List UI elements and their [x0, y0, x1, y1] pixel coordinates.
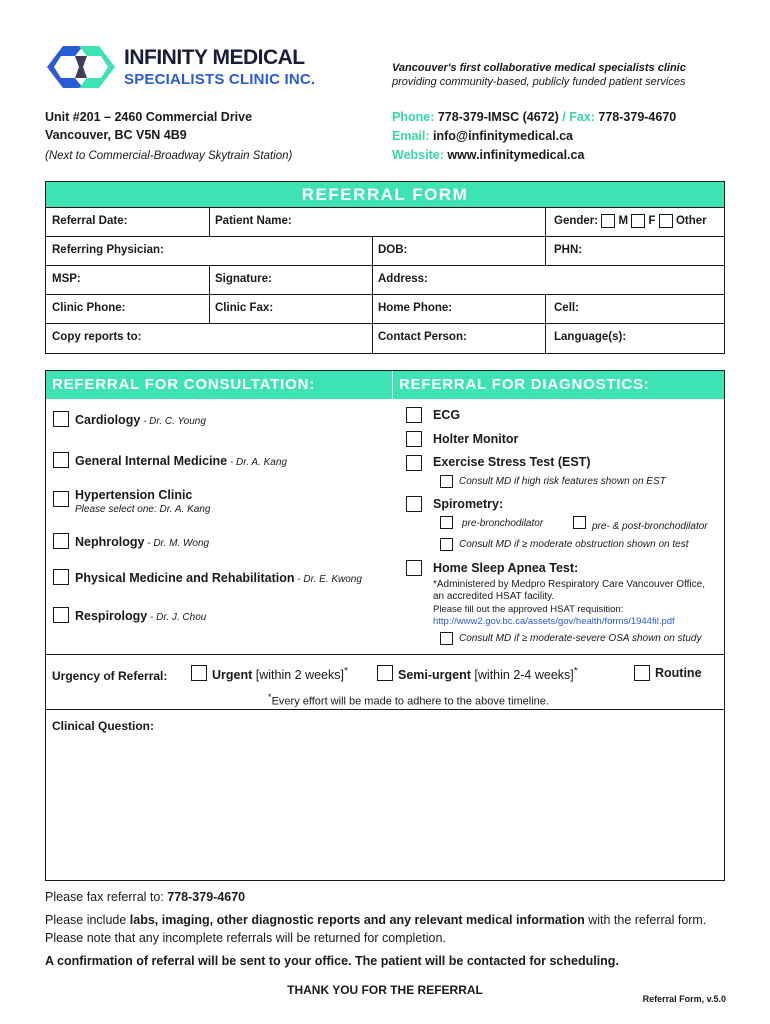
logo-name-line1: INFINITY MEDICAL — [124, 46, 305, 69]
copy-reports-field[interactable]: Copy reports to: — [52, 331, 142, 343]
msp-field[interactable]: MSP: — [52, 273, 81, 285]
respirology-checkbox[interactable] — [53, 607, 69, 623]
email-line — [392, 129, 573, 143]
respirology-option: Respirology - Dr. J. Chou — [75, 609, 207, 623]
gender-f-checkbox[interactable] — [631, 214, 645, 228]
pre-bronchodilator-label: pre-bronchodilator — [462, 518, 544, 529]
urgent-checkbox[interactable] — [191, 665, 207, 681]
consultation-heading: REFERRAL FOR CONSULTATION: — [46, 371, 392, 399]
tagline-line2: providing community-based, publicly funded patient services — [392, 76, 686, 88]
phn-field[interactable]: PHN: — [554, 244, 583, 256]
address-field[interactable]: Address: — [378, 273, 428, 285]
spirometry-option: Spirometry: — [433, 497, 504, 511]
contact-person-field[interactable]: Contact Person: — [378, 331, 467, 343]
urgency-label: Urgency of Referral: — [52, 669, 168, 683]
gender-label: Gender: — [554, 215, 599, 228]
website-label: Website: — [392, 148, 444, 162]
urgency-footnote: *Every effort will be made to adhere to the above timeline. — [268, 692, 549, 708]
hypertension-checkbox[interactable] — [53, 491, 69, 507]
gender-other-checkbox[interactable] — [659, 214, 673, 228]
sleep-note-1: *Administered by Medpro Respiratory Care Vancouver Office, — [433, 579, 705, 590]
sleep-note-2: an accredited HSAT facility. — [433, 591, 555, 602]
fax-label: Fax: — [569, 110, 595, 124]
clinic-phone-field[interactable]: Clinic Phone: — [52, 302, 126, 314]
ecg-checkbox[interactable] — [406, 407, 422, 423]
sleep-apnea-checkbox[interactable] — [406, 560, 422, 576]
referral-options-section — [45, 370, 725, 655]
clinic-logo — [45, 44, 117, 90]
phone-label: Phone: — [392, 110, 435, 124]
fax-value: 778-379-4670 — [598, 110, 677, 124]
phone-line — [392, 110, 676, 124]
phone-fax-separator: / — [562, 110, 566, 124]
dob-field[interactable]: DOB: — [378, 244, 408, 256]
cell-field[interactable]: Cell: — [554, 302, 579, 314]
patient-info-grid — [45, 207, 725, 354]
internal-medicine-checkbox[interactable] — [53, 452, 69, 468]
spiro-consult-checkbox[interactable] — [440, 538, 453, 551]
languages-field[interactable]: Language(s): — [554, 331, 627, 343]
nephrology-checkbox[interactable] — [53, 533, 69, 549]
spirometry-checkbox[interactable] — [406, 496, 422, 512]
hypertension-option: Hypertension Clinic — [75, 488, 193, 502]
semi-urgent-checkbox[interactable] — [377, 665, 393, 681]
sleep-note-3: Please fill out the approved HSAT requisition: — [433, 604, 624, 615]
pre-bronchodilator-checkbox[interactable] — [440, 516, 453, 529]
email-link[interactable]: info@infinitymedical.ca — [433, 129, 573, 143]
tagline-line1: Vancouver's first collaborative medical specialists clinic — [392, 62, 686, 74]
pmr-checkbox[interactable] — [53, 569, 69, 585]
pmr-option: Physical Medicine and Rehabilitation - Dr. E. Kwong — [75, 571, 362, 585]
clinical-question-box[interactable] — [45, 710, 725, 881]
form-version: Referral Form, v.5.0 — [642, 994, 726, 1004]
diagnostics-heading: REFERRAL FOR DIAGNOSTICS: — [392, 371, 724, 399]
sleep-consult-note: Consult MD if ≥ moderate-severe OSA shown on study — [459, 633, 702, 644]
est-checkbox[interactable] — [406, 455, 422, 471]
spiro-consult-note: Consult MD if ≥ moderate obstruction shown on test — [459, 539, 689, 550]
urgency-section — [45, 655, 725, 710]
hsat-requisition-link[interactable]: http://www2.gov.bc.ca/assets/gov/health/forms/1944fil.pdf — [433, 616, 675, 627]
est-option: Exercise Stress Test (EST) — [433, 455, 591, 469]
sleep-apnea-option: Home Sleep Apnea Test: — [433, 561, 579, 575]
ecg-option: ECG — [433, 408, 461, 422]
est-consult-note: Consult MD if high risk features shown on EST — [459, 476, 666, 487]
nephrology-option: Nephrology - Dr. M. Wong — [75, 535, 210, 549]
gender-group — [554, 214, 707, 228]
gender-other-label: Other — [675, 215, 707, 228]
referring-physician-field[interactable]: Referring Physician: — [52, 244, 164, 256]
internal-medicine-option: General Internal Medicine - Dr. A. Kang — [75, 454, 287, 468]
phone-value: 778-379-IMSC (4672) — [437, 110, 559, 124]
thank-you-text: THANK YOU FOR THE REFERRAL — [287, 983, 483, 997]
include-instruction: Please include labs, imaging, other diagnostic reports and any relevant medical information with the referral form. — [45, 913, 707, 927]
cardiology-option: Cardiology - Dr. C. Young — [75, 413, 206, 427]
gender-f-label: F — [648, 215, 656, 228]
home-phone-field[interactable]: Home Phone: — [378, 302, 453, 314]
est-consult-checkbox[interactable] — [440, 475, 453, 488]
gender-m-label: M — [618, 215, 629, 228]
routine-option: Routine — [655, 666, 702, 680]
clinical-question-label: Clinical Question: — [52, 719, 155, 733]
website-line — [392, 148, 584, 162]
website-link[interactable]: www.infinitymedical.ca — [447, 148, 585, 162]
signature-field[interactable]: Signature: — [215, 273, 272, 285]
clinic-fax-field[interactable]: Clinic Fax: — [215, 302, 274, 314]
form-title: REFERRAL FORM — [45, 181, 725, 207]
patient-name-field[interactable]: Patient Name: — [215, 215, 292, 227]
pre-post-bronchodilator-checkbox[interactable] — [573, 516, 586, 529]
logo-name-line2: SPECIALISTS CLINIC INC. — [124, 71, 316, 88]
referral-date-field[interactable]: Referral Date: — [52, 215, 128, 227]
cardiology-checkbox[interactable] — [53, 411, 69, 427]
sleep-consult-checkbox[interactable] — [440, 632, 453, 645]
gender-m-checkbox[interactable] — [601, 214, 615, 228]
urgent-option: Urgent [within 2 weeks]* — [212, 666, 349, 683]
holter-checkbox[interactable] — [406, 431, 422, 447]
email-label: Email: — [392, 129, 430, 143]
address-line1: Unit #201 – 2460 Commercial Drive — [45, 110, 253, 124]
holter-option: Holter Monitor — [433, 432, 519, 446]
address-line2: Vancouver, BC V5N 4B9 — [45, 128, 187, 142]
hypertension-note: Please select one: Dr. A. Kang — [75, 504, 211, 515]
incomplete-note: Please note that any incomplete referrals will be returned for completion. — [45, 931, 446, 945]
fax-instruction: Please fax referral to: 778-379-4670 — [45, 890, 246, 904]
semi-urgent-option: Semi-urgent [within 2-4 weeks]* — [398, 666, 578, 683]
pre-post-bronchodilator-label: pre- & post-bronchodilator — [592, 521, 708, 532]
confirmation-note: A confirmation of referral will be sent to your office. The patient will be contacted for scheduling. — [45, 954, 619, 968]
routine-checkbox[interactable] — [634, 665, 650, 681]
address-note: (Next to Commercial-Broadway Skytrain Station) — [45, 150, 293, 162]
